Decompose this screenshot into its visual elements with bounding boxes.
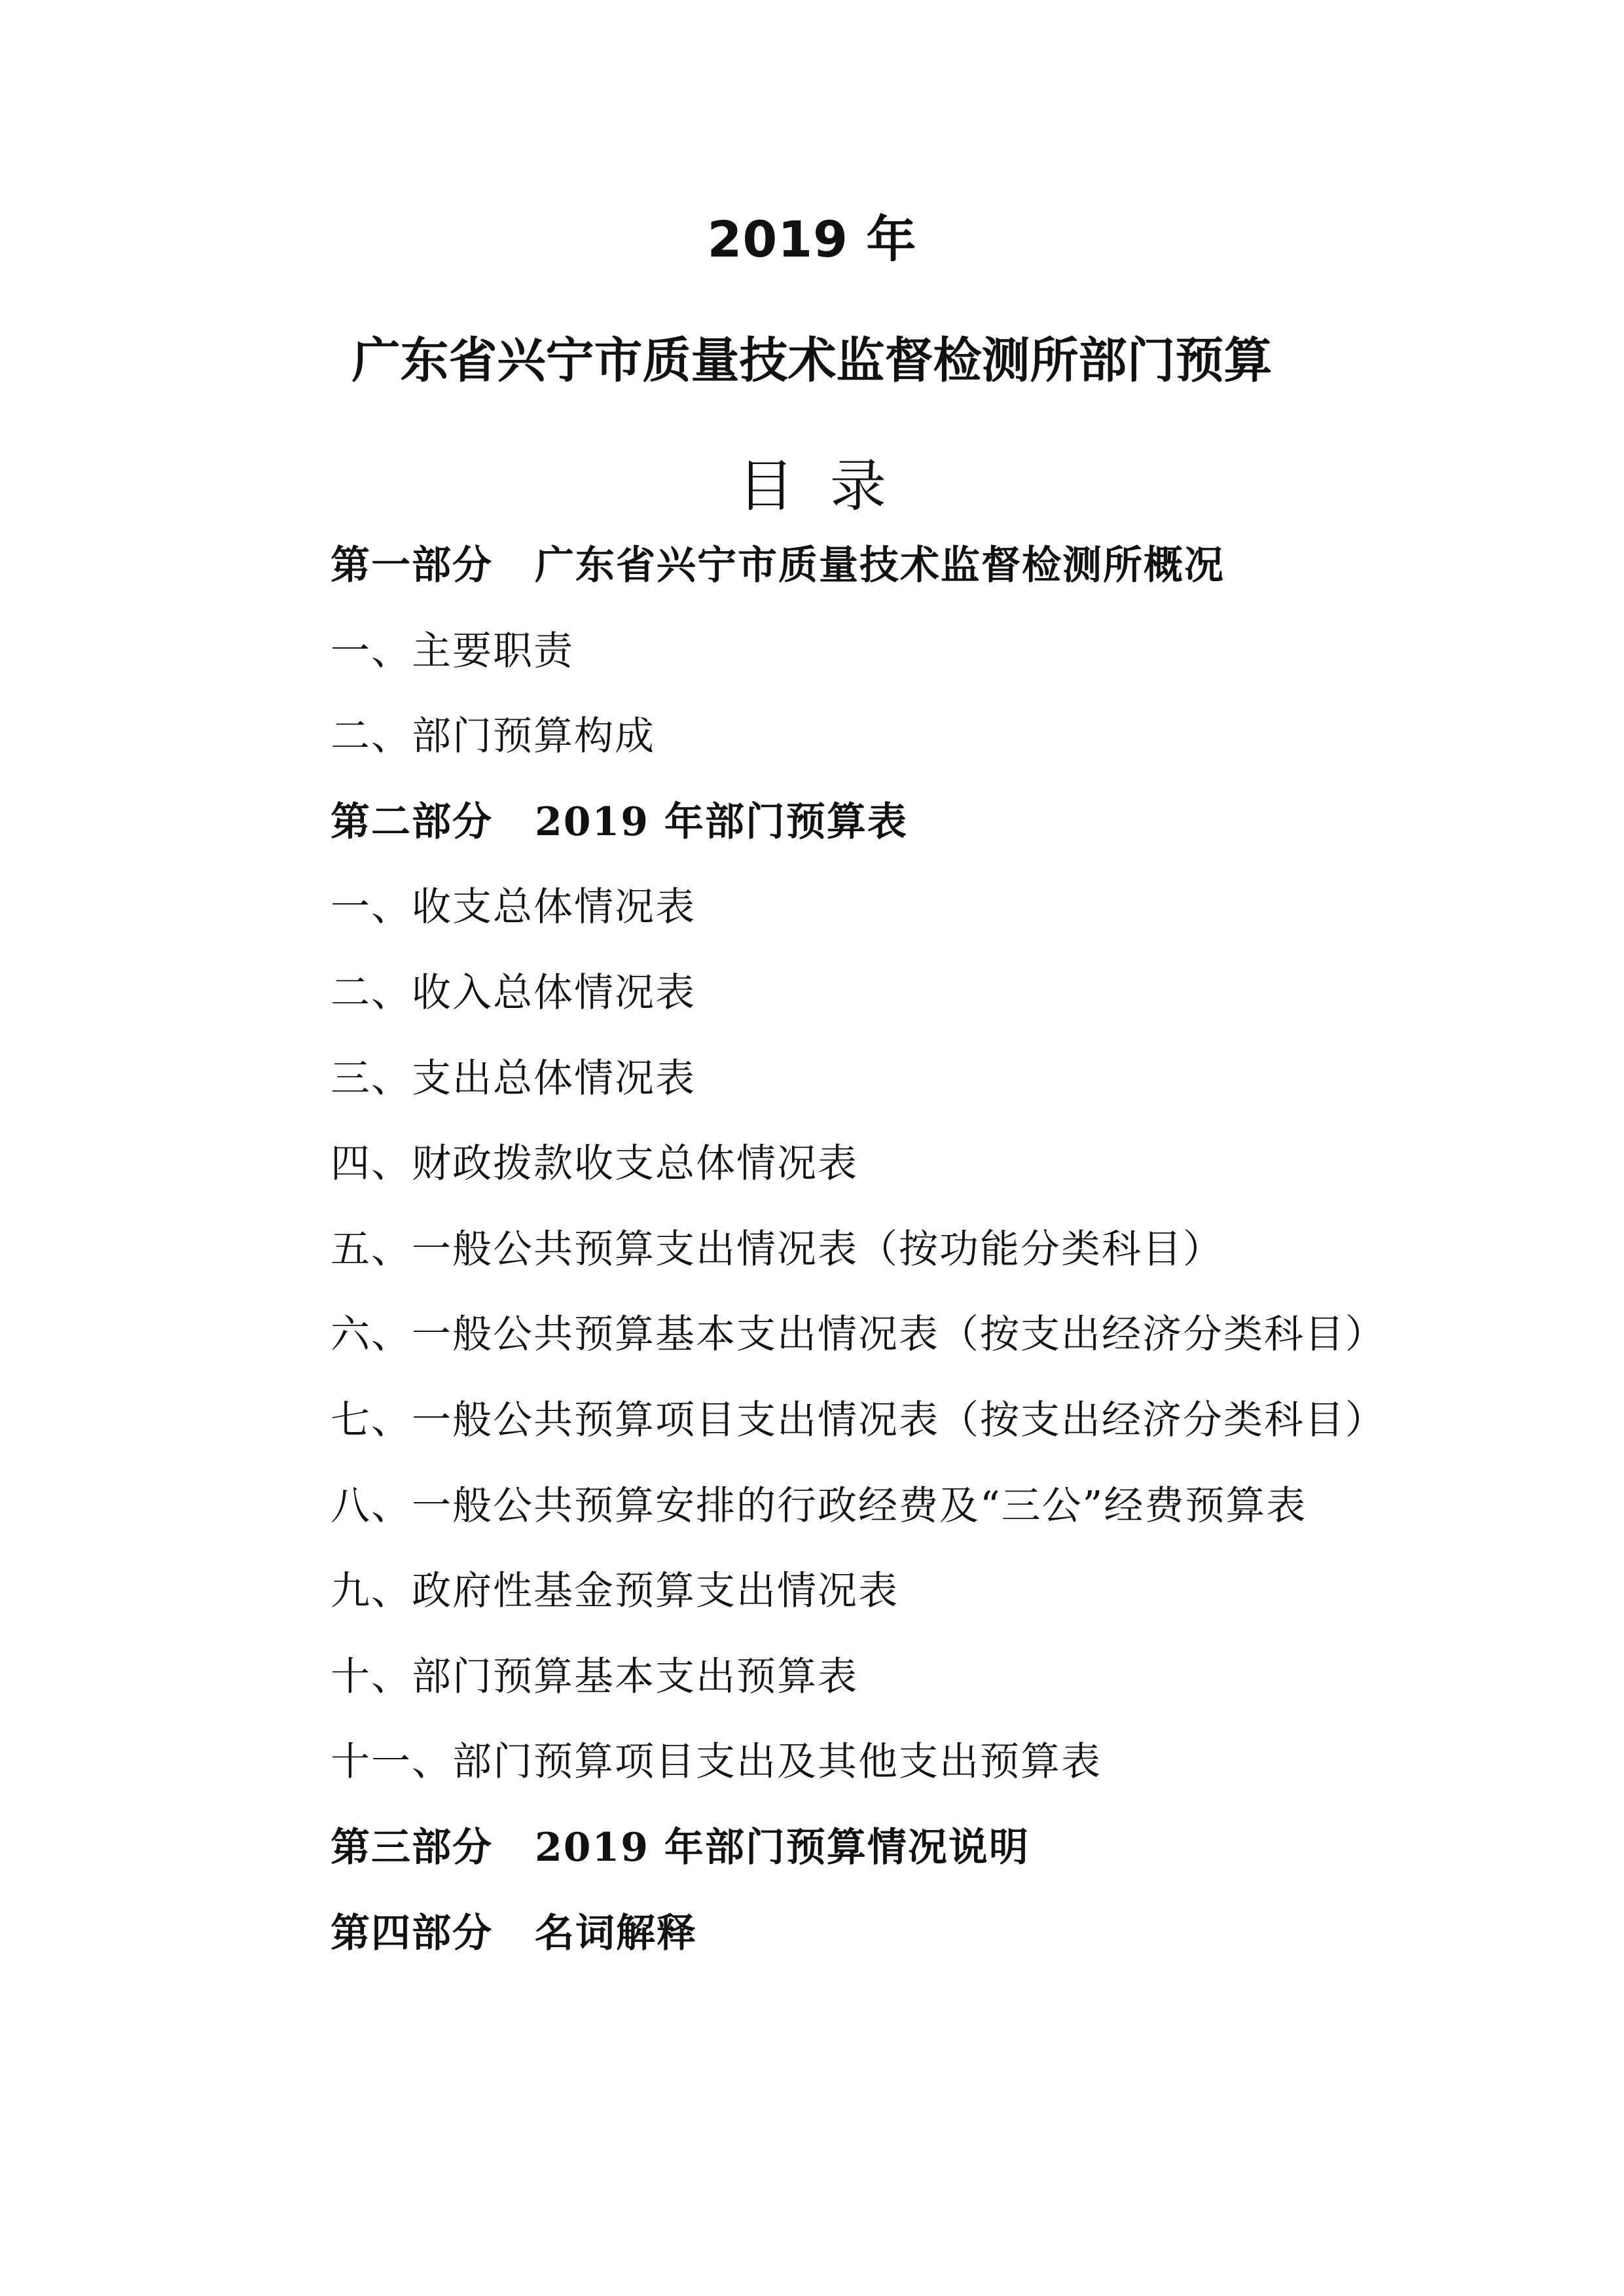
toc-part-label: 第一部分 [331,543,493,588]
year-title: 2019 年 [707,210,917,268]
toc-item: 十、部门预算基本支出预算表 [331,1653,858,1700]
toc-part-label: 第二部分 [331,798,493,845]
toc-part-title: 名词解释 [535,1910,697,1956]
toc-heading: 目 录 [738,454,886,519]
department-budget-title: 广东省兴宁市质量技术监督检测所部门预算 [352,332,1272,389]
toc-item: 八、一般公共预算安排的行政经费及“三公”经费预算表 [331,1482,1307,1529]
toc-part-2 [331,796,1443,882]
toc-part-4 [331,1907,1443,1993]
toc-part-title: 2019 年部门预算情况说明 [535,1824,1030,1871]
toc-part-1 [331,539,1443,625]
toc-item: 九、政府性基金预算支出情况表 [331,1568,899,1615]
toc-item: 三、支出总体情况表 [331,1055,696,1102]
toc-item: 二、收入总体情况表 [331,969,696,1016]
toc-part-title: 广东省兴宁市质量技术监督检测所概况 [535,543,1225,588]
toc-item: 十一、部门预算项目支出及其他支出预算表 [331,1739,1102,1785]
toc-item: 一、收支总体情况表 [331,884,696,931]
table-of-contents [331,539,1443,1992]
toc-item: 六、一般公共预算基本支出情况表（按支出经济分类科目） [331,1312,1386,1358]
toc-item: 七、一般公共预算项目支出情况表（按支出经济分类科目） [331,1397,1386,1443]
toc-item: 四、财政拨款收支总体情况表 [331,1141,858,1187]
toc-item: 一、主要职责 [331,628,574,674]
toc-part-3 [331,1821,1443,1907]
toc-part-label: 第三部分 [331,1824,493,1871]
toc-item: 五、一般公共预算支出情况表（按功能分类科目） [331,1226,1223,1272]
toc-item: 二、部门预算构成 [331,713,655,760]
toc-part-title: 2019 年部门预算表 [535,798,908,845]
toc-part-label: 第四部分 [331,1910,493,1956]
